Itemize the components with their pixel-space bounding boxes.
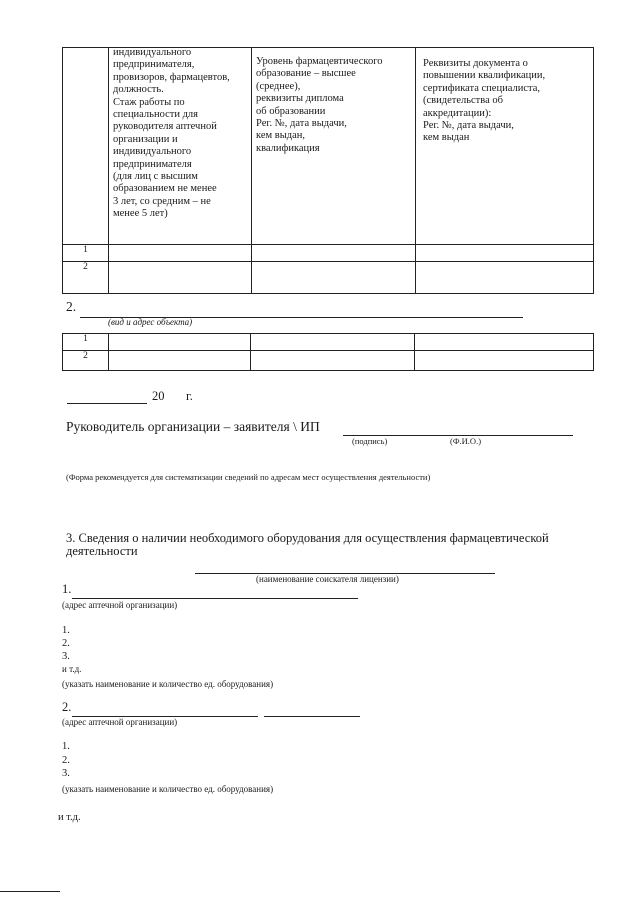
list-item: 1. xyxy=(62,625,70,636)
header-text-position: индивидуального предпринимателя, провизоров, фармацевтов, должность. Стаж работы по специальности для руководителя аптечной организации и индивидуального предпринимателя (для лиц с высшим образованием не менее 3 лет, со средним – не менее 5 лет) xyxy=(113,47,230,220)
list-item: 2. xyxy=(62,638,70,649)
header-text-education: Уровень фармацевтического образование – высшее (среднее), реквизиты диплома об образовании Рег. №, дата выдачи, кем выдан, квалификация xyxy=(256,56,383,154)
list-item: и т.д. xyxy=(62,664,82,674)
section3-heading: 3. Сведения о наличии необходимого оборудования для осуществления фармацевтической xyxy=(66,531,549,545)
year-suffix: г. xyxy=(186,389,193,403)
table-row xyxy=(63,262,594,294)
header-text-qualification: Реквизиты документа о повышении квалификации, сертификата специалиста, (свидетельства об аккредитации): Рег. №, дата выдачи, кем выдан xyxy=(423,58,546,144)
name-caption: (Ф.И.О.) xyxy=(450,436,482,446)
table-cell[interactable] xyxy=(109,262,252,294)
block2-address-caption: (адрес аптечной организации) xyxy=(62,717,178,727)
block2-number: 2. xyxy=(62,700,72,714)
table-header-cell-qualification xyxy=(416,48,594,245)
table-row xyxy=(63,245,594,262)
object-table xyxy=(62,333,594,371)
signature-label: Руководитель организации – заявителя \ ИП xyxy=(66,419,320,434)
year-prefix: 20 xyxy=(152,389,165,403)
table-cell[interactable] xyxy=(252,245,416,262)
table-cell[interactable] xyxy=(109,245,252,262)
applicant-caption: (наименование соискателя лицензии) xyxy=(256,574,399,584)
sign-caption: (подпись) xyxy=(352,436,388,446)
section3-footer: и т.д. xyxy=(58,812,81,823)
table-header-cell-empty xyxy=(63,48,109,245)
block1-number: 1. xyxy=(62,582,72,596)
table-cell[interactable] xyxy=(415,334,594,351)
table-header-cell-education xyxy=(252,48,416,245)
table-row xyxy=(63,351,594,371)
row-number: 1 xyxy=(63,245,109,262)
date-line[interactable] xyxy=(67,403,147,404)
scan-edge-line xyxy=(0,891,60,892)
table-cell[interactable] xyxy=(252,262,416,294)
list-item: 3. xyxy=(62,768,70,779)
object-number: 2. xyxy=(66,299,77,314)
list-item: 1. xyxy=(62,741,70,752)
table-cell[interactable] xyxy=(416,262,594,294)
table-cell[interactable] xyxy=(109,334,251,351)
block2-address-line-b[interactable] xyxy=(264,716,360,717)
block1-address-line[interactable] xyxy=(72,598,358,599)
row-number: 2 xyxy=(63,262,109,294)
row-number: 2 xyxy=(63,351,109,371)
block1-address-caption: (адрес аптечной организации) xyxy=(62,600,178,610)
object-caption: (вид и адрес объекта) xyxy=(108,317,193,327)
table-cell[interactable] xyxy=(251,351,415,371)
block1-instruction: (указать наименование и количество ед. оборудования) xyxy=(62,679,274,689)
table-cell[interactable] xyxy=(109,351,251,371)
block2-instruction: (указать наименование и количество ед. оборудования) xyxy=(62,784,274,794)
table-cell[interactable] xyxy=(251,334,415,351)
list-item: 2. xyxy=(62,755,70,766)
table-cell[interactable] xyxy=(416,245,594,262)
row-number: 1 xyxy=(63,334,109,351)
table-header-row xyxy=(63,48,594,245)
staff-table xyxy=(62,47,594,294)
form-note: (Форма рекомендуется для систематизации сведений по адресам мест осуществления деятельности) xyxy=(66,472,431,482)
section3-heading-cont: деятельности xyxy=(66,544,138,558)
table-header-cell-position xyxy=(109,48,252,245)
table-cell[interactable] xyxy=(415,351,594,371)
list-item: 3. xyxy=(62,651,70,662)
table-row xyxy=(63,334,594,351)
